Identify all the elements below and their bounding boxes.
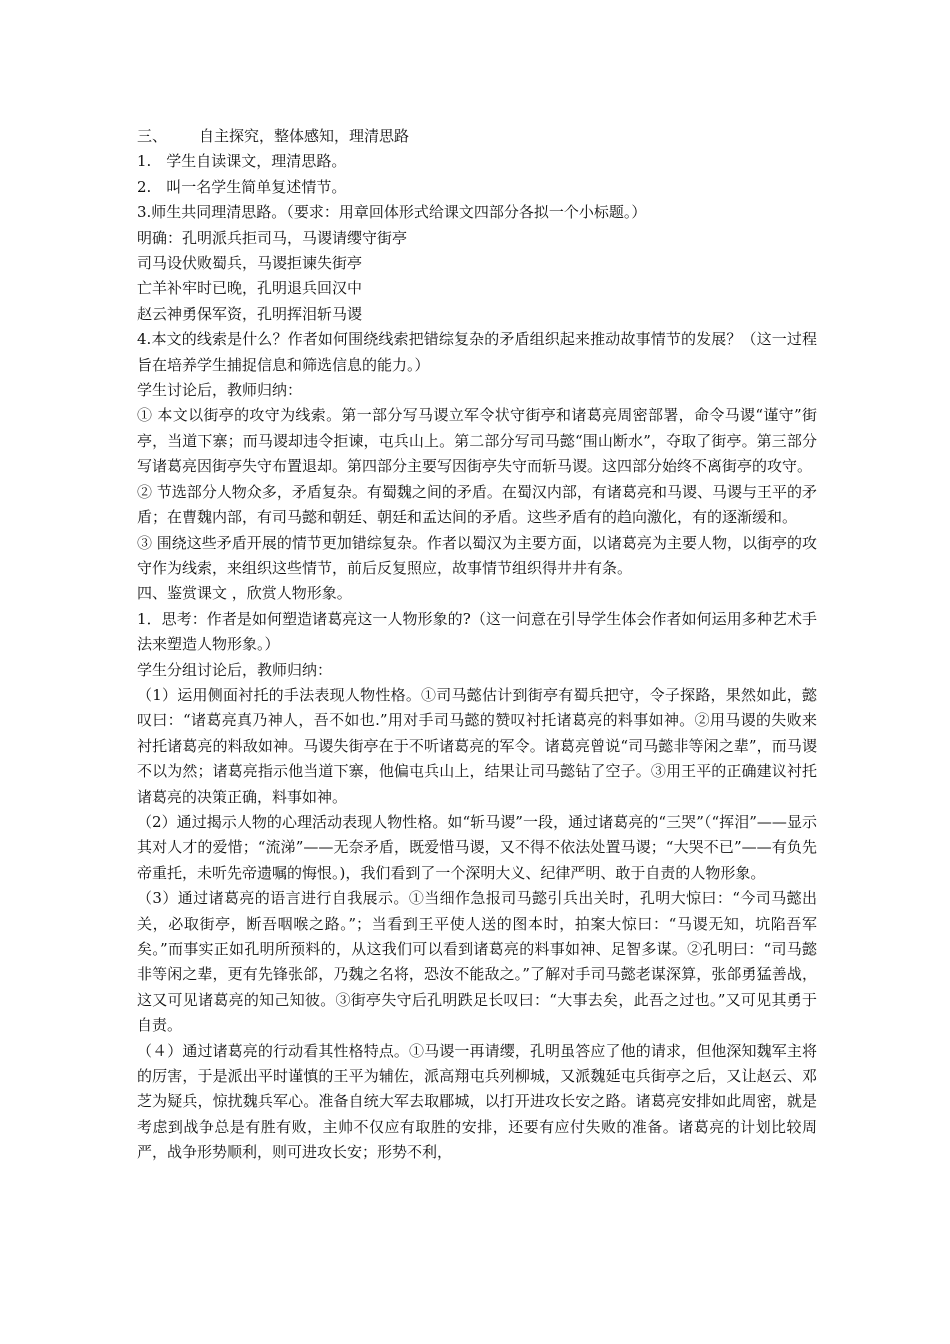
section-3-item-3: 3.师生共同理清思路。（要求：用章回体形式给课文四部分各拟一个小标题。）	[137, 203, 647, 222]
chapter-title-line-3: 亡羊补牢时已晚，孔明退兵回汉中	[137, 279, 363, 298]
technique-point-3: （3）通过诸葛亮的语言进行自我展示。①当细作急报司马懿引兵出关时，孔明大惊曰：“今司马懿出关，必取街亭，断吾咽喉之路。”；当看到王平使人送的图本时，拍案大惊曰：“马谡无知，坑陷吾军矣。”而事实正如孔明所预料的，从这我们可以看到诸葛亮的料事如神、足智多谋。②孔明曰：“司马懿非等闲之辈，更有先锋张郃，乃魏之名将，恐汝不能敌之。”了解对手司马懿老谋深算，张郃勇猛善战，这又可见诸葛亮的知己知彼。③街亭失守后孔明跌足长叹曰：“大事去矣，此吾之过也。”又可见其勇于自责。	[137, 889, 817, 1035]
section-4-heading: 四、鉴赏课文 ，欣赏人物形象。	[137, 584, 352, 603]
chapter-title-line-2: 司马设伏败蜀兵，马谡拒谏失街亭	[137, 254, 363, 273]
clue-point-3: ③ 围绕这些矛盾开展的情节更加错综复杂。作者以蜀汉为主要方面，以诸葛亮为主要人物，以街亭的攻守作为线索，来组织这些情节，前后反复照应，故事情节组织得井井有条。	[137, 533, 817, 577]
clue-point-1: ① 本文以街亭的攻守为线索。第一部分写马谡立军令状守街亭和诸葛亮周密部署，命令马谡“谨守”街亭，当道下寨；而马谡却违令拒谏，屯兵山上。第二部分写司马懿“围山断水”，夺取了街亭。第三部分写诸葛亮因街亭失守布置退却。第四部分主要写因街亭失守而斩马谡。这四部分始终不离街亭的攻守。	[137, 406, 817, 476]
section-4-question: 1．思考：作者是如何塑造诸葛亮这一人物形象的?（这一问意在引导学生体会作者如何运用多种艺术手法来塑造人物形象。）	[137, 609, 817, 654]
chapter-title-line-4: 赵云神勇保军资，孔明挥泪斩马谡	[137, 304, 363, 323]
section-3-title: 自主探究，整体感知，理清思路	[199, 127, 410, 145]
section-3-summary-intro: 学生讨论后，教师归纳：	[137, 381, 303, 400]
section-3-item-1: 1. 学生自读课文，理清思路。	[137, 152, 347, 171]
technique-point-4: （４）通过诸葛亮的行动看其性格特点。①马谡一再请缨，孔明虽答应了他的请求，但他深知魏军主将的厉害，于是派出平时谨慎的王平为辅佐，派高翔屯兵列柳城，又派魏延屯兵街亭之后，又让赵云、邓芝为疑兵，惊扰魏兵军心。准备自统大军去取郿城，以打开进攻长安之路。诸葛亮安排如此周密，就是考虑到战争总是有胜有败，主帅不仅应有取胜的安排，还要有应付失败的准备。诸葛亮的计划比较周严，战争形势顺利，则可进攻长安；形势不利，	[137, 1041, 817, 1162]
section-3-item-2: 2. 叫一名学生简单复述情节。	[137, 177, 347, 196]
technique-point-2: （2）通过揭示人物的心理活动表现人物性格。如“斩马谡”一段，通过诸葛亮的“三哭”（“挥泪”——显示其对人才的爱惜；“流涕”——无奈矛盾，既爱惜马谡，又不得不依法处置马谡；“大哭不已”——有负先帝重托，未听先帝遗嘱的悔恨。)，我们看到了一个深明大义、纪律严明、敢于自责的人物形象。	[137, 812, 817, 882]
clue-point-2: ② 节选部分人物众多，矛盾复杂。有蜀魏之间的矛盾。在蜀汉内部，有诸葛亮和马谡、马谡与王平的矛盾；在曹魏内部，有司马懿和朝廷、朝廷和孟达间的矛盾。这些矛盾有的趋向激化，有的逐渐缓和。	[137, 482, 817, 527]
document-page	[137, 124, 817, 1166]
section-4-summary-intro: 学生分组讨论后，教师归纳：	[137, 660, 333, 679]
section-3-number: 三、	[137, 127, 168, 145]
technique-point-1: （1）运用侧面衬托的手法表现人物性格。①司马懿估计到街亭有蜀兵把守，令子探路，果然如此，懿叹曰：“诸葛亮真乃神人，吾不如也.”用对手司马懿的赞叹衬托诸葛亮的料事如神。②用马谡的失败来衬托诸葛亮的料敌如神。马谡失街亭在于不听诸葛亮的军令。诸葛亮曾说“司马懿非等闲之辈”，而马谡不以为然；诸葛亮指示他当道下寨，他偏屯兵山上，结果让司马懿钻了空子。③用王平的正确建议衬托诸葛亮的决策正确，料事如神。	[137, 685, 817, 806]
section-3-heading	[137, 124, 817, 149]
chapter-title-line-1: 明确：孔明派兵拒司马，马谡请缨守街亭	[137, 228, 408, 247]
section-3-item-4: 4.本文的线索是什么？作者如何围绕线索把错综复杂的矛盾组织起来推动故事情节的发展？（这一过程旨在培养学生捕捉信息和筛选信息的能力。）	[137, 330, 817, 374]
